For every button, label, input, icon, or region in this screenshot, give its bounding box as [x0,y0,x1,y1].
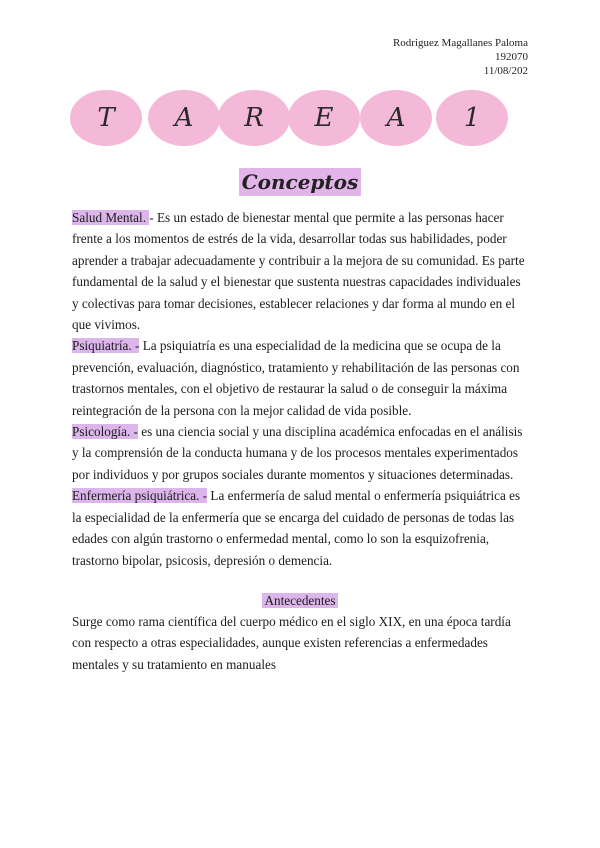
title-bubble-6: 1 [436,90,508,146]
antecedentes-title: Antecedentes [264,592,336,608]
title-bubble-3: R [218,90,290,146]
author-name: Rodriguez Magallanes Paloma [392,37,528,49]
title-bubbles [70,90,534,150]
document-date: 11/08/202 [483,65,528,77]
concept-term: Enfermería psiquiátrica. - [72,488,208,504]
concept-text: La enfermería de salud mental o enfermería psiquiátrica es la especialidad de la enfermería que se encarga del cuidado de personas de todas las edades con algún trastorno o enfermedad mental, como lo son la esquizofrenia, trastorno bipolar, psicosis, depresión o demencia. [72,488,521,568]
antecedentes-heading [72,591,528,611]
concept-paragraph [72,421,528,485]
concept-text: es una ciencia social y una disciplina académica enfocadas en el análisis y la comprensión de la conducta humana y de los procesos mentales experimentados por individuos y por grupos sociales durante momentos y situaciones determinadas. [72,424,523,482]
heading-text: Conceptos [239,168,362,196]
concept-term: Salud Mental. [72,210,150,225]
concept-text: - Es un estado de bienestar mental que permite a las personas hacer frente a los momentos de estrés de la vida, desarrollar todas sus habilidades, poder aprender a trabajar adecuadamente y contribuir a la mejora de su comunidad. Es parte fundamental de la salud y el bienestar que sustenta nuestras capacidades individuales y colectivas para tomar decisiones, establecer relaciones y dar forma al mundo en el que vivimos. [72,210,525,333]
concept-paragraph [72,335,528,421]
document-body [72,207,528,675]
section-heading [0,170,600,194]
title-bubble-2: A [148,90,220,146]
concept-paragraph [72,207,528,335]
concept-text: La psiquiatría es una especialidad de la medicina que se ocupa de la prevención, evaluación, diagnóstico, tratamiento y rehabilitación de las personas con trastornos mentales, con el objetivo de restaurar la salud o de conseguir la máxima reintegración de la persona con la mejor calidad de vida posible. [72,338,520,418]
student-id: 192070 [495,51,528,63]
author-header [393,36,528,78]
concept-term: Psiquiatría. - [72,338,140,354]
title-bubble-1: T [70,90,142,146]
title-bubble-4: E [288,90,360,146]
concept-term: Psicología. - [72,424,138,440]
title-bubble-5: A [360,90,432,146]
concept-paragraph [72,485,528,571]
antecedentes-text: Surge como rama científica del cuerpo médico en el siglo XIX, en una época tardía con respecto a otras especialidades, aunque existen referencias a enfermedades mentales y su tratamiento en manuales [72,613,511,672]
